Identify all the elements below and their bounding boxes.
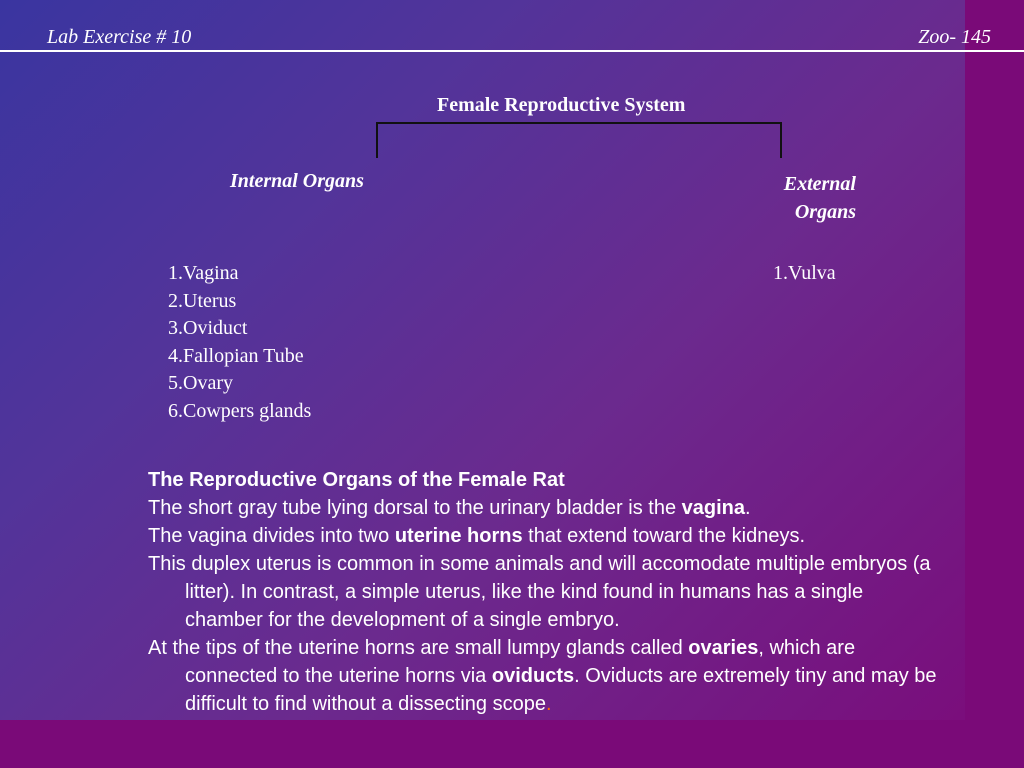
paragraph-duplex-uterus [148,550,938,634]
paragraph-vagina [148,494,938,522]
term-oviducts: oviducts [491,665,575,687]
header-divider [0,50,1024,52]
para-text: that extend toward the kidneys. [522,525,806,547]
list-item: 1.Vulva [773,262,836,284]
para-text: The short gray tube lying dorsal to the urinary bladder is the [148,497,682,519]
section-heading: The Reproductive Organs of the Female Rat [148,469,565,491]
para-text: At the tips of the uterine horns are small lumpy glands called [148,637,689,659]
para-text: . Oviducts are extremely tiny and may be difficult to find without a dissecting scope [185,665,937,715]
list-item: 1.Vagina [168,262,239,284]
list-item: 2.Uterus [168,289,237,312]
para-text: , which are connected to the uterine horns via [185,637,856,687]
paragraph-uterine-horns [148,522,938,550]
external-organs-line2: Organs [794,201,856,223]
diagram-title: Female Reproductive System [437,94,686,116]
external-organs-line1: External [783,173,856,195]
accent-period: . [545,693,552,715]
list-item: 4.Fallopian Tube [168,344,304,367]
diagram-bracket [376,122,782,158]
term-ovaries: ovaries [688,637,759,659]
list-item: 5.Ovary [168,372,233,394]
internal-organs-list [168,260,311,425]
para-text: This duplex uterus is common in some animals and will accomodate multiple embryos (a litter). In contrast, a simple uterus, like the kind found in humans has a single chamber for the development of a single embryo. [148,553,931,631]
rat-reproductive-section [148,466,938,718]
term-uterine-horns: uterine horns [394,525,523,547]
term-vagina: vagina [681,497,745,519]
paragraph-ovaries [148,634,938,718]
lab-exercise-label: Lab Exercise # 10 [47,26,192,48]
external-organs-label [740,170,856,226]
para-text: . [744,497,751,519]
internal-organs-label: Internal Organs [230,170,364,192]
external-organs-list [773,260,836,288]
list-item: 3.Oviduct [168,317,248,339]
list-item: 6.Cowpers glands [168,399,312,422]
para-text: The vagina divides into two [148,525,395,547]
course-code-label: Zoo- 145 [918,26,991,48]
